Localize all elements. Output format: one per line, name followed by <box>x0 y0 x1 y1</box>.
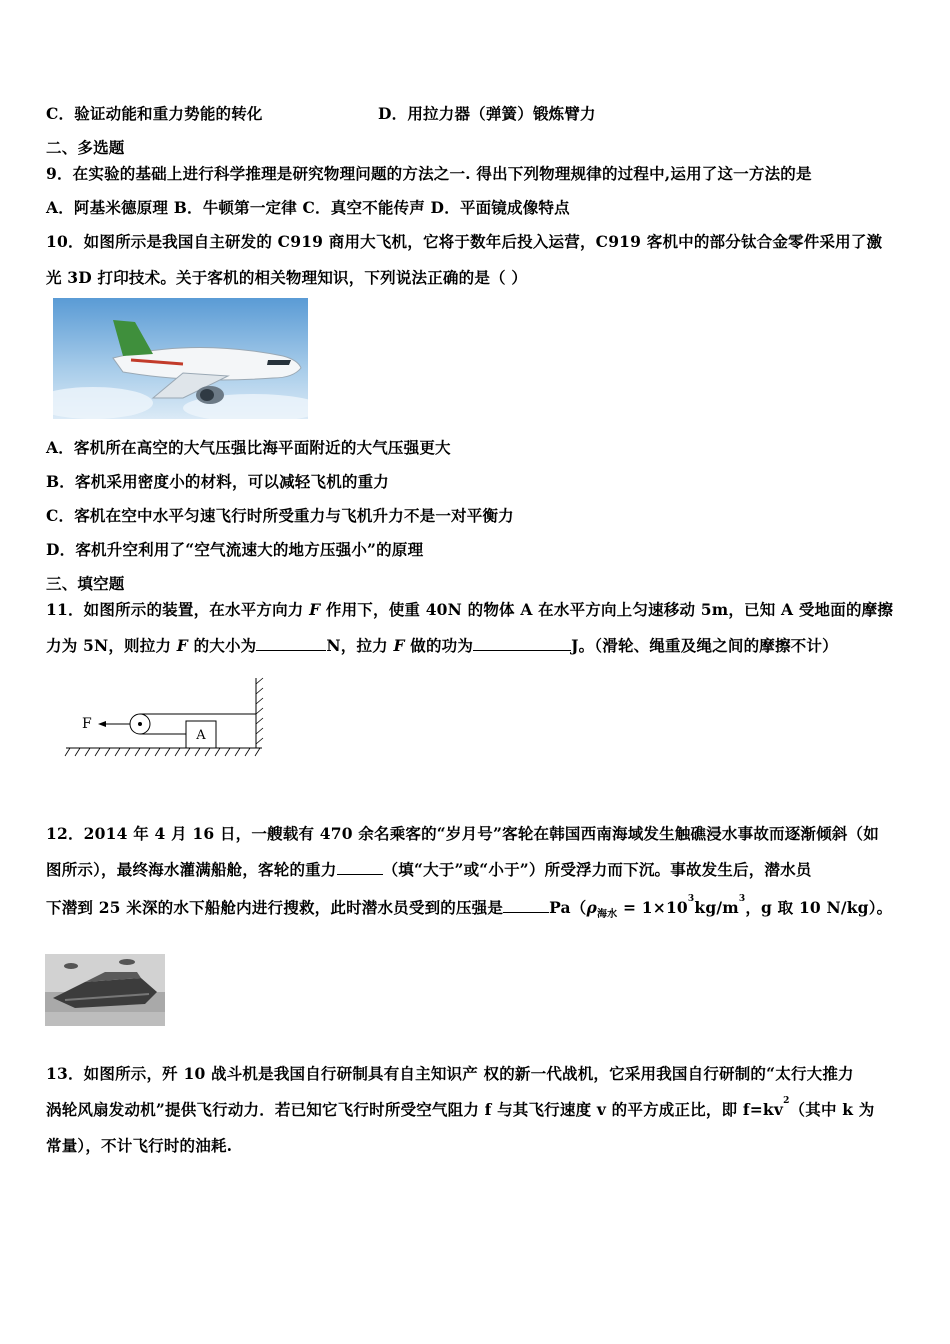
rho-subscript: 海水 <box>596 909 618 921</box>
exponent: 3 <box>687 894 695 904</box>
exponent: 3 <box>738 894 746 904</box>
block-a-label: A <box>196 728 206 743</box>
q12-text: Pa（ <box>549 898 587 917</box>
q12-text: = 1×10 <box>617 898 688 917</box>
force-symbol: F <box>393 636 405 655</box>
force-symbol: F <box>309 600 321 619</box>
sinking-ship-image <box>45 954 165 1026</box>
q13-text: 涡轮风扇发动机”提供飞行动力．若已知它飞行时所受空气阻力 f 与其飞行速度 v 的平方成正比，即 f=kv <box>46 1100 784 1119</box>
c919-airplane-image <box>53 298 308 419</box>
q13-text: （其中 k 为 <box>789 1100 875 1119</box>
q13-stem-3: 常量），不计飞行时的油耗. <box>46 1136 233 1155</box>
q11-text: J。（滑轮、绳重及绳之间的摩擦不计） <box>571 636 838 655</box>
q13-stem-2 <box>46 1098 874 1120</box>
q9-options: A．阿基米德原理 B．牛顿第一定律 C．真空不能传声 D．平面镜成像特点 <box>46 198 570 217</box>
q11-text: 做的功为 <box>404 636 474 655</box>
force-symbol: F <box>176 636 188 655</box>
q11-text: 11．如图所示的装置，在水平方向力 <box>46 600 310 619</box>
q10-option-a: A．客机所在高空的大气压强比海平面附近的大气压强更大 <box>46 438 451 457</box>
q11-text: 的大小为 <box>187 636 257 655</box>
section-multi-choice: 二、多选题 <box>46 138 125 157</box>
q10-option-d: D．客机升空利用了“空气流速大的地方压强小”的原理 <box>46 540 424 559</box>
q11-stem-2 <box>46 634 838 656</box>
pulley-diagram <box>62 676 272 758</box>
section-fill-blank: 三、填空题 <box>46 574 125 593</box>
q8-option-d: D．用拉力器（弹簧）锻炼臂力 <box>378 104 596 123</box>
q12-stem-2 <box>46 858 812 880</box>
q12-text: ，g 取 10 N/kg）。 <box>745 898 893 917</box>
exponent: 2 <box>783 1096 790 1106</box>
q8-option-c: C．验证动能和重力势能的转化 <box>46 104 263 123</box>
q12-text: kg/m <box>694 898 739 917</box>
q12-text: 图所示），最终海水灌满船舱，客轮的重力 <box>46 860 337 879</box>
force-label: F <box>82 716 92 732</box>
q11-text: 作用下，使重 40N 的物体 A 在水平方向上匀速移动 5m，已知 A 受地面的摩擦 <box>320 600 894 619</box>
q11-stem-1 <box>46 598 893 620</box>
q9-stem: 9．在实验的基础上进行科学推理是研究物理问题的方法之一. 得出下列物理规律的过程中,运用了这一方法的是 <box>46 164 812 183</box>
answer-blank-pressure[interactable] <box>503 898 549 913</box>
q12-text: （填“大于”或“小于”）所受浮力而下沉。事故发生后，潜水员 <box>382 860 812 879</box>
q10-option-b: B．客机采用密度小的材料，可以减轻飞机的重力 <box>46 472 390 491</box>
q12-text: 下潜到 25 米深的水下船舱内进行搜救，此时潜水员受到的压强是 <box>46 898 504 917</box>
q10-stem-1: 10．如图所示是我国自主研发的 C919 商用大飞机，它将于数年后投入运营，C919 客机中的部分钛合金零件采用了激 <box>46 232 883 251</box>
answer-blank-compare[interactable] <box>337 860 383 875</box>
q12-stem-1: 12．2014 年 4 月 16 日，一艘载有 470 余名乘客的“岁月号”客轮在韩国西南海域发生触礁浸水事故而逐渐倾斜（如 <box>46 824 879 843</box>
answer-blank-force[interactable] <box>256 636 326 651</box>
answer-blank-work[interactable] <box>473 636 571 651</box>
q10-option-c: C．客机在空中水平匀速飞行时所受重力与飞机升力不是一对平衡力 <box>46 506 514 525</box>
q10-stem-2: 光 3D 打印技术。关于客机的相关物理知识，下列说法正确的是（ ） <box>46 268 528 287</box>
q11-text: N，拉力 <box>326 636 394 655</box>
rho-symbol: ρ <box>586 898 597 917</box>
q11-text: 力为 5N，则拉力 <box>46 636 177 655</box>
q12-stem-3 <box>46 896 892 920</box>
option-c-line <box>46 102 596 124</box>
q13-stem-1: 13．如图所示，歼 10 战斗机是我国自行研制具有自主知识产 权的新一代战机，它采用我国自行研制的“太行大推力 <box>46 1064 854 1083</box>
